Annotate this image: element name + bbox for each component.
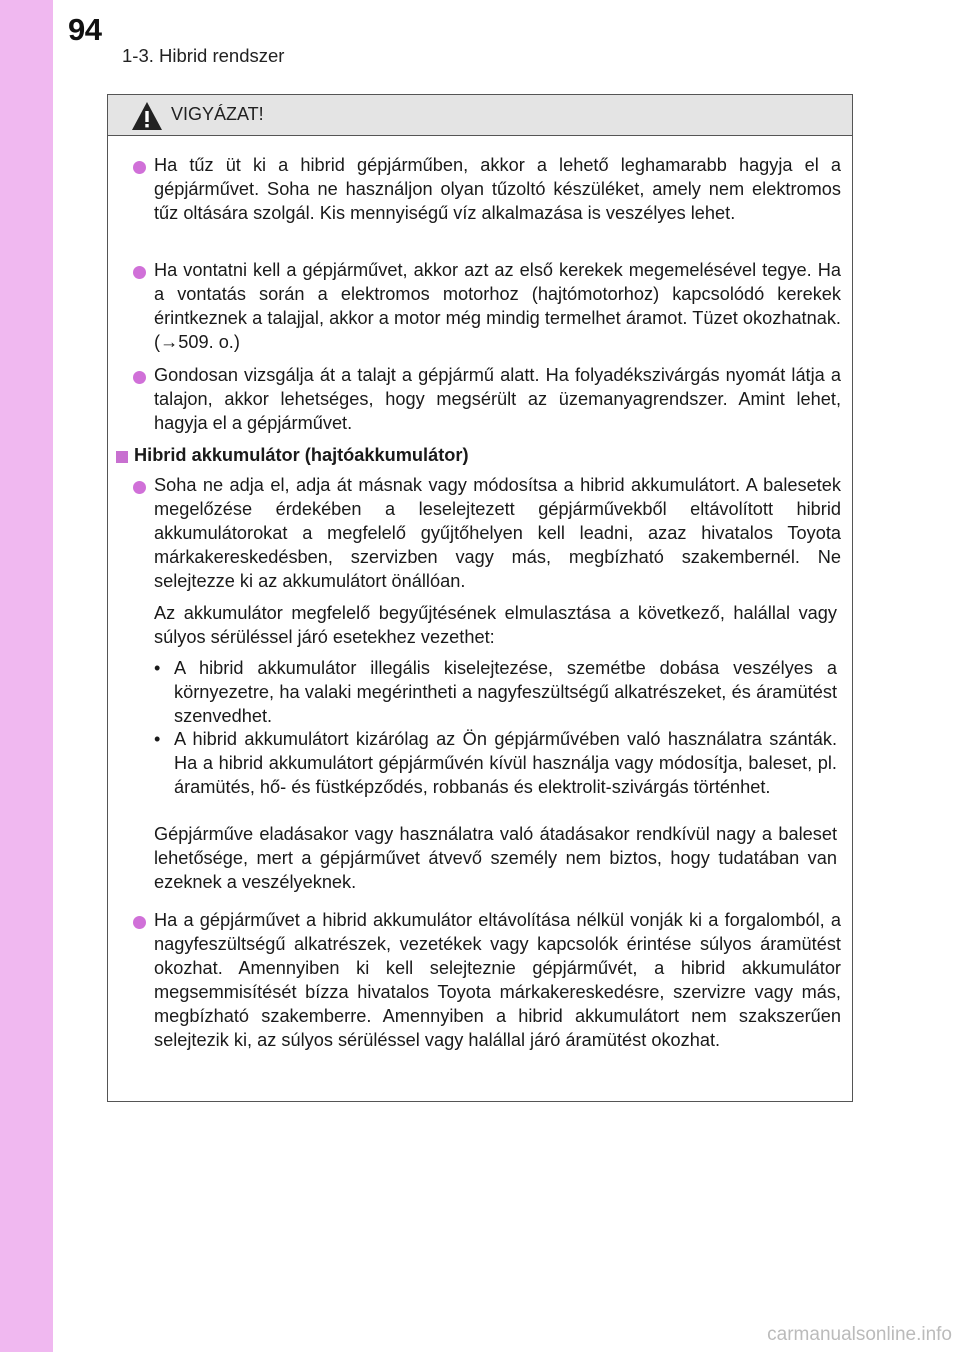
battery-note-intro: Az akkumulátor megfelelő begyűjtésének elmulasztása a következő, halállal vagy súlyos sérüléssel járó esetekhez vezethet: — [154, 603, 837, 647]
caution-item-leak: Gondosan vizsgálja át a talajt a gépjármű alatt. Ha folyadékszivárgás nyomát látja a talajon, akkor lehetséges, hogy megsérült az üzemanyagrendszer. Amint lehet, hagyja el a gépjárművet. — [154, 365, 841, 433]
page-number: 94 — [68, 12, 102, 47]
battery-note-outro: Gépjárműve eladásakor vagy használatra való átadásakor rendkívül nagy a baleset lehetősége, mert a gépjárművet átvevő személy nem biztos, hogy tudatában van ezeknek a veszélyeknek. — [154, 824, 837, 892]
bullet-icon — [133, 161, 146, 174]
caution-item-fire: Ha tűz üt ki a hibrid gépjárműben, akkor a lehető leghamarabb hagyja el a gépjárművet. Soha ne használjon olyan tűzoltó készüléket, amely nem elektromos tűz oltására szolgál. Kis mennyiségű víz alkalmazása is veszélyes lehet. — [154, 155, 841, 223]
battery-subitem: • A hibrid akkumulátor illegális kiselejtezése, szemétbe dobása veszélyes a környezetre, ha valaki megérintheti a nagyfeszültségű alkatrészeket, és áramütést szenvedhet. — [154, 658, 837, 726]
bullet-icon — [133, 481, 146, 494]
warning-triangle-icon — [130, 100, 164, 132]
section-title: 1-3. Hibrid rendszer — [122, 45, 285, 66]
caution-box — [107, 94, 853, 1102]
bullet-icon — [133, 916, 146, 929]
bullet-icon — [133, 266, 146, 279]
battery-heading: Hibrid akkumulátor (hajtóakkumulátor) — [134, 445, 469, 465]
battery-item-disposal: Soha ne adja el, adja át másnak vagy módosítsa a hibrid akkumulátort. A balesetek megelőzése érdekében a leselejtezett gépjárművekből eltávolított hibrid akkumulátorokat a megfelelő gyűjtőhelyen kell leadni, azaz hivatalos Toyota márkakereskedésben, szervizben vagy más, megbízható szakembernél. Ne selejtezze ki az akkumulátort önállóan. — [154, 475, 841, 591]
section-tab-strip — [0, 0, 53, 1352]
caution-header — [108, 95, 852, 136]
caution-label: VIGYÁZAT! — [171, 104, 264, 124]
caution-item-towing: Ha vontatni kell a gépjárművet, akkor azt az első kerekek megemelésével tegye. Ha a vontatás során a elektromos motorhoz (hajtómotorhoz) kapcsolódó kerekek érintkeznek a talajjal, akkor a motor még mindig termelhet áramot. Tüzet okozhatnak. (→509. o.) — [154, 260, 841, 352]
section-square-icon — [116, 451, 128, 463]
battery-subitem: • A hibrid akkumulátort kizárólag az Ön gépjárművében való használatra szánták. Ha a hibrid akkumulátort gépjárművén kívül használja vagy módosítja, baleset, pl. áramütés, hő- és füstképződés, robbanás és elektrolit-szivárgás történhet. — [154, 729, 837, 797]
watermark: carmanualsonline.info — [767, 1324, 952, 1345]
bullet-icon — [133, 371, 146, 384]
battery-item-decommission: Ha a gépjárművet a hibrid akkumulátor eltávolítása nélkül vonják ki a forgalomból, a nagyfeszültségű alkatrészek, vezetékek vagy kapcsolók érintése súlyos áramütést okozhat. Amennyiben ki kell selejteznie gépjárművét, a hibrid akkumulátor megsemmisítését bízza hivatalos Toyota márkakereskedésre, szervizre vagy más, megbízható szakemberre. Amennyiben a hibrid akkumulátort nem szakszerűen selejtezik ki, az súlyos sérüléssel vagy halállal járó áramütést okozhat. — [154, 910, 841, 1050]
